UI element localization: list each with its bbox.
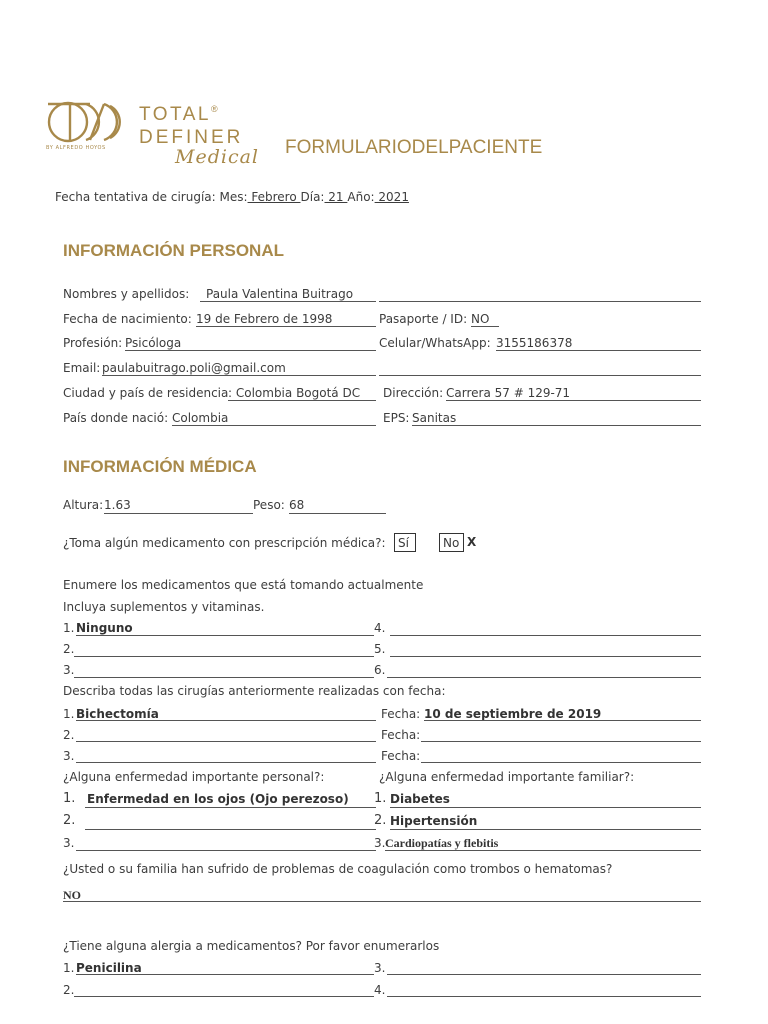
height-value: 1.63 — [104, 498, 131, 512]
passport-line — [471, 326, 499, 327]
family-disease-2-line — [390, 829, 701, 830]
surgery-2-fecha-label: Fecha: — [381, 728, 421, 742]
med-5-num: 5. — [374, 642, 386, 656]
surgery-1-fecha-line — [424, 720, 701, 721]
eps-label: EPS: — [383, 411, 410, 425]
email-label: Email: — [63, 361, 101, 375]
coag-question: ¿Usted o su familia han sufrido de problemas de coagulación como trombos o hematomas? — [63, 862, 613, 876]
allergy-3-line — [387, 974, 701, 975]
allergy-question: ¿Tiene alguna alergia a medicamentos? Por favor enumerarlos — [63, 939, 440, 953]
surgery-year-label: Año: — [347, 190, 375, 204]
personal-heading: INFORMACIÓN PERSONAL — [63, 241, 284, 260]
personal-disease-1-value: Enfermedad en los ojos (Ojo perezoso) — [87, 792, 349, 806]
email-line — [102, 375, 376, 376]
surgery-1-num: 1. — [63, 707, 75, 721]
family-disease-1-value: Diabetes — [390, 792, 450, 806]
height-line — [104, 513, 253, 514]
med-1-num: 1. — [63, 621, 75, 635]
allergy-4-num: 4. — [374, 983, 386, 997]
family-disease-3-value: Cardiopatías y flebitis — [385, 836, 499, 850]
med-6-line — [387, 677, 701, 678]
email-line-2 — [379, 375, 701, 376]
brand-by: BY ALFREDO HOYOS — [46, 145, 106, 151]
cell-label: Celular/WhatsApp: — [379, 336, 491, 350]
height-label: Altura: — [63, 498, 104, 512]
surgery-month: Febrero — [247, 190, 301, 204]
birth-line — [196, 326, 376, 327]
address-line — [446, 400, 701, 401]
brand-definer: DEFINER — [139, 127, 244, 148]
personal-disease-1-num: 1. — [63, 791, 76, 806]
prescription-si-checkbox[interactable]: Sí — [394, 533, 416, 552]
surgery-3-num: 3. — [63, 749, 75, 763]
birth-label: Fecha de nacimiento: — [63, 312, 192, 326]
name-line-2 — [379, 301, 701, 302]
med-3-num: 3. — [63, 663, 75, 677]
name-line — [200, 301, 376, 302]
city-value: : Colombia Bogotá DC — [228, 386, 361, 400]
name-value: Paula Valentina Buitrago — [206, 287, 354, 301]
country-value: Colombia — [172, 411, 229, 425]
family-disease-3-num: 3. — [374, 836, 386, 850]
surgery-2-fecha-line — [421, 741, 701, 742]
personal-disease-1-line — [85, 807, 376, 808]
cell-line — [496, 350, 701, 351]
brand-total — [139, 104, 218, 126]
surgery-day-label: Día: — [300, 190, 325, 204]
passport-label: Pasaporte / ID: — [379, 312, 468, 326]
family-disease-1-line — [390, 807, 701, 808]
allergy-1-line — [76, 974, 374, 975]
surgery-3-fecha-label: Fecha: — [381, 749, 421, 763]
brand-total-text: TOTAL — [139, 104, 211, 125]
allergy-2-line — [74, 996, 374, 997]
weight-value: 68 — [289, 498, 305, 512]
surgery-1-line — [76, 720, 376, 721]
med-2-line — [74, 656, 374, 657]
profession-value: Psicóloga — [125, 336, 182, 350]
med-1-value: Ninguno — [76, 621, 133, 635]
profession-line — [125, 350, 376, 351]
personal-disease-question: ¿Alguna enfermedad importante personal?: — [63, 770, 325, 784]
country-label: País donde nació: — [63, 411, 169, 425]
meds-intro-2: Incluya suplementos y vitaminas. — [63, 600, 265, 614]
city-label: Ciudad y país de residencia — [63, 386, 229, 400]
coag-line — [63, 901, 701, 902]
family-disease-1-num: 1. — [374, 791, 387, 806]
weight-line — [289, 513, 386, 514]
name-label: Nombres y apellidos: — [63, 287, 190, 301]
profession-label: Profesión: — [63, 336, 123, 350]
personal-disease-2-line — [85, 829, 376, 830]
coag-value: NO — [63, 888, 81, 902]
prescription-mark: X — [467, 535, 477, 549]
med-4-line — [390, 635, 701, 636]
country-line — [172, 425, 376, 426]
allergy-1-value: Penicilina — [76, 961, 142, 975]
passport-value: NO — [471, 312, 490, 326]
med-4-num: 4. — [374, 621, 386, 635]
med-3-line — [74, 677, 374, 678]
birth-value: 19 de Febrero de 1998 — [196, 312, 333, 326]
address-value: Carrera 57 # 129-71 — [446, 386, 571, 400]
med-2-num: 2. — [63, 642, 75, 656]
surgery-2-num: 2. — [63, 728, 75, 742]
brand-reg: ® — [210, 104, 218, 114]
address-label: Dirección: — [383, 386, 444, 400]
med-6-num: 6. — [374, 663, 386, 677]
city-line — [228, 400, 376, 401]
surgery-1-fecha-label: Fecha: — [381, 707, 421, 721]
personal-disease-2-num: 2. — [63, 813, 76, 828]
family-disease-3-line — [385, 850, 701, 851]
med-5-line — [390, 656, 701, 657]
allergy-4-line — [387, 996, 701, 997]
allergy-2-num: 2. — [63, 983, 75, 997]
med-1-line — [76, 635, 374, 636]
personal-disease-3-num: 3. — [63, 836, 75, 850]
surgery-1-fecha-value: 10 de septiembre de 2019 — [424, 707, 602, 721]
eps-value: Sanitas — [412, 411, 457, 425]
prescription-question: ¿Toma algún medicamento con prescripción médica?: — [63, 536, 386, 550]
brand-medical: Medical — [175, 146, 259, 168]
surgery-date-row — [55, 190, 409, 204]
email-value: paulabuitrago.poli@gmail.com — [102, 361, 286, 375]
surgery-3-line — [76, 762, 376, 763]
surgery-day: 21 — [324, 190, 348, 204]
surgery-3-fecha-line — [421, 762, 701, 763]
family-disease-question: ¿Alguna enfermedad importante familiar?: — [379, 770, 635, 784]
medical-heading: INFORMACIÓN MÉDICA — [63, 457, 257, 476]
page-title: FORMULARIODELPACIENTE — [285, 137, 543, 158]
personal-disease-3-line — [76, 850, 376, 851]
surgery-1-value: Bichectomía — [76, 707, 159, 721]
brand-monogram-icon — [46, 100, 130, 144]
surgery-2-line — [76, 741, 376, 742]
prescription-no-checkbox[interactable]: No — [439, 533, 464, 552]
allergy-1-num: 1. — [63, 961, 75, 975]
allergy-3-num: 3. — [374, 961, 386, 975]
family-disease-2-num: 2. — [374, 813, 387, 828]
meds-intro-1: Enumere los medicamentos que está tomando actualmente — [63, 578, 424, 592]
eps-line — [412, 425, 701, 426]
weight-label: Peso: — [253, 498, 285, 512]
cell-value: 3155186378 — [496, 336, 573, 350]
family-disease-2-value: Hipertensión — [390, 814, 478, 828]
surgeries-question: Describa todas las cirugías anteriormente realizadas con fecha: — [63, 684, 446, 698]
brand-logo — [46, 100, 276, 172]
surgery-date-label: Fecha tentativa de cirugía: Mes: — [55, 190, 248, 204]
surgery-year: 2021 — [374, 190, 409, 204]
